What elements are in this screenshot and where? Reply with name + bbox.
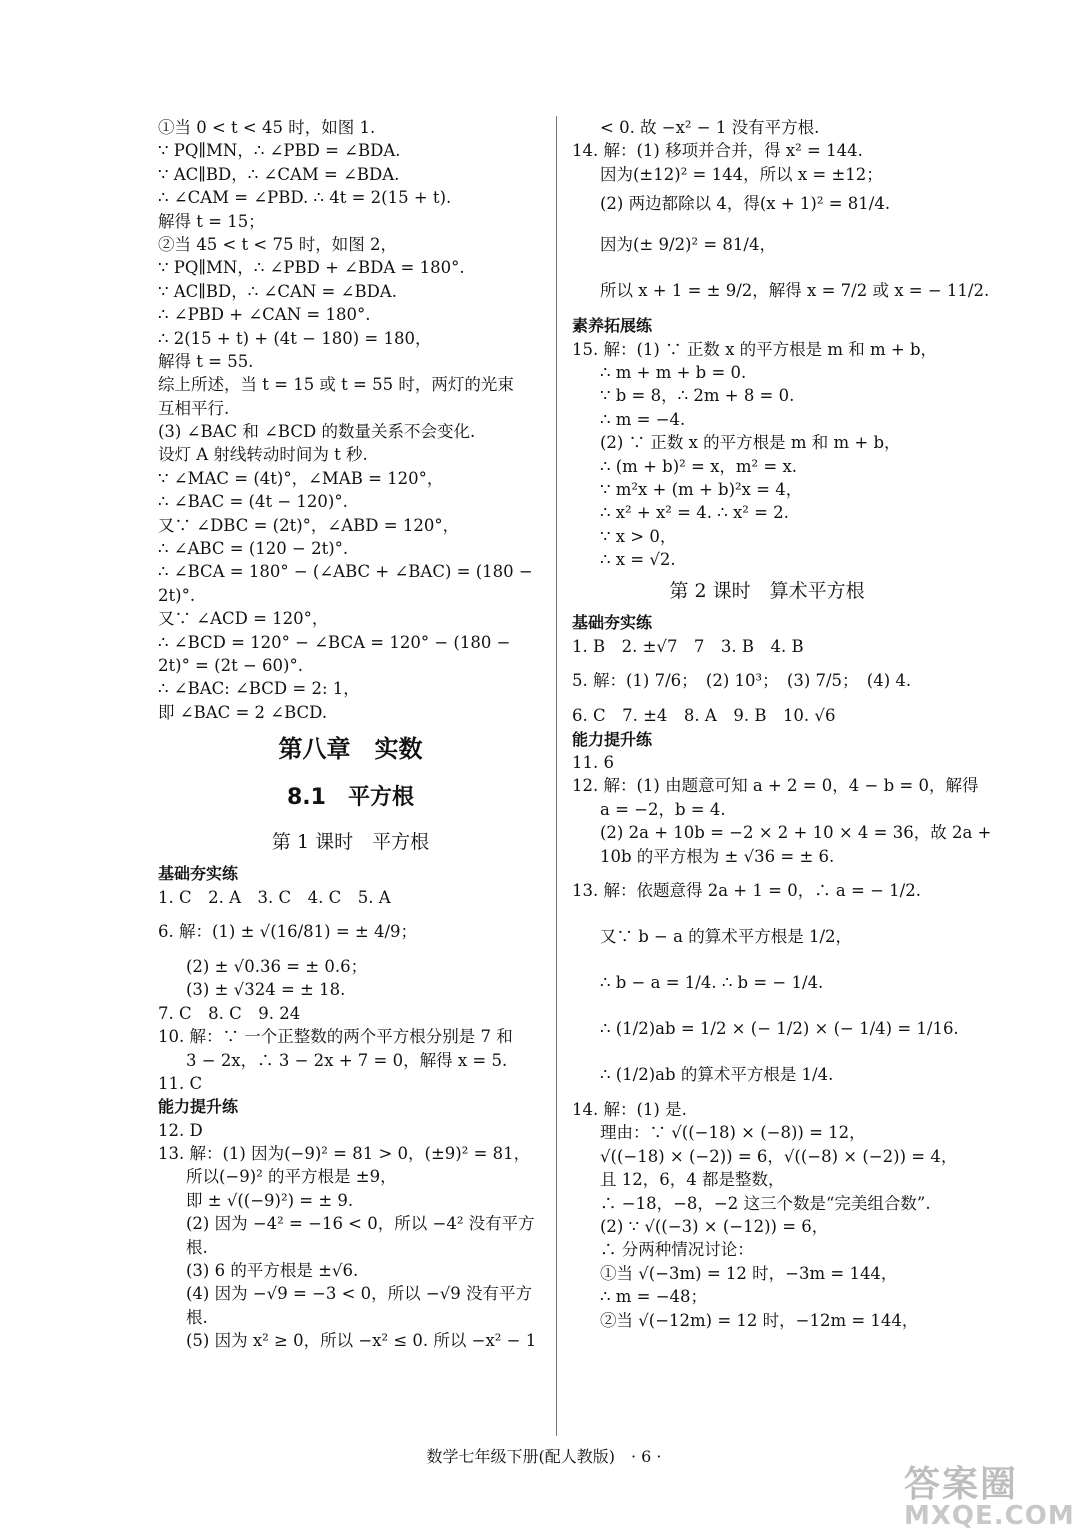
text-line: (2) 因为 −4² = −16 < 0，所以 −4² 没有平方 <box>186 1214 535 1234</box>
text-line: ∴ ∠ABC = (120 − 2t)°. <box>158 539 349 559</box>
text-line: ∵ b = 8，∴ 2m + 8 = 0. <box>600 386 795 406</box>
text-line: 5. 解：(1) 7/6； (2) 10³； (3) 7/5； (4) 4. <box>572 671 912 691</box>
text-line: 10b 的平方根为 ± √36 = ± 6. <box>600 846 835 866</box>
section-heading: 能力提升练 <box>158 1097 239 1117</box>
text-line: a = −2，b = 4. <box>600 799 726 819</box>
text-line: ∵ ∠MAC = (4t)°，∠MAB = 120°， <box>158 468 444 488</box>
text-line: (2) 两边都除以 4，得(x + 1)² = 81/4. <box>600 194 891 214</box>
text-line: ∴ 2(15 + t) + (4t − 180) = 180， <box>158 328 432 348</box>
text-line: 根. <box>186 1307 208 1327</box>
text-line: ②当 √(−12m) = 12 时，−12m = 144， <box>600 1310 919 1330</box>
text-line: 又∵ ∠DBC = (2t)°，∠ABD = 120°， <box>158 515 460 535</box>
text-line: ∴ x² + x² = 4. ∴ x² = 2. <box>600 503 789 523</box>
text-line: ∴ (1/2)ab = 1/2 × (− 1/2) × (− 1/4) = 1/16. <box>600 1018 959 1038</box>
text-line: 解得 t = 15； <box>158 211 265 231</box>
right-column <box>572 116 992 1332</box>
text-line: 又∵ b − a 的算术平方根是 1/2， <box>600 926 853 946</box>
text-line: 综上所述，当 t = 15 或 t = 55 时，两灯的光束 <box>158 375 514 395</box>
text-line: 即 ∠BAC = 2 ∠BCD. <box>158 702 328 722</box>
text-line: 3 − 2x，∴ 3 − 2x + 7 = 0，解得 x = 5. <box>186 1050 508 1070</box>
watermark-logo <box>904 1456 1075 1531</box>
text-line: (3) ± √324 = ± 18. <box>186 980 346 1000</box>
text-line: ∵ AC∥BD，∴ ∠CAN = ∠BDA. <box>158 281 397 301</box>
text-line: 解得 t = 55. <box>158 351 254 371</box>
text-line: 因为(±12)² = 144，所以 x = ±12； <box>600 164 883 184</box>
text-line: (3) 6 的平方根是 ±√6. <box>186 1261 359 1281</box>
text-line: ∴ m = −4. <box>600 409 686 429</box>
text-line: ∴ m + m + b = 0. <box>600 362 747 382</box>
page-footer: 数学七年级下册(配人教版) · 6 · <box>426 1447 662 1466</box>
text-line: 7. C 8. C 9. 24 <box>158 1003 301 1023</box>
text-line: 所以 x + 1 = ± 9/2，解得 x = 7/2 或 x = − 11/2. <box>600 281 990 301</box>
text-line: 11. 6 <box>572 753 614 773</box>
text-line: 11. C <box>158 1073 203 1093</box>
watermark-bottom-text: MXQE.COM <box>904 1501 1075 1531</box>
text-line: 互相平行. <box>158 398 230 418</box>
text-line: < 0. 故 −x² − 1 没有平方根. <box>600 118 820 137</box>
section-heading: 基础夯实练 <box>158 864 239 884</box>
text-line: ①当 0 < t < 45 时，如图 1. <box>158 118 376 137</box>
section-heading: 基础夯实练 <box>572 613 653 633</box>
text-line: √((−18) × (−2)) = 6，√((−8) × (−2)) = 4， <box>600 1146 958 1166</box>
text-line: 6. 解：(1) ± √(16/81) = ± 4/9； <box>158 921 418 941</box>
text-line: ∴ m = −48； <box>600 1287 708 1307</box>
lesson-title: 第 2 课时 算术平方根 <box>669 580 865 603</box>
section-heading: 素养拓展练 <box>572 316 653 336</box>
text-line: ∵ AC∥BD，∴ ∠CAM = ∠BDA. <box>158 164 400 184</box>
text-line: ∴ ∠BAC = (4t − 120)°. <box>158 492 348 512</box>
text-line: 2t)°. <box>158 585 196 605</box>
text-line: 6. C 7. ±4 8. A 9. B 10. √6 <box>572 706 836 726</box>
text-line: 14. 解：(1) 移项并合并，得 x² = 144. <box>572 141 863 161</box>
text-line: 1. B 2. ±√7 7 3. B 4. B <box>572 636 804 656</box>
text-line: 15. 解：(1) ∵ 正数 x 的平方根是 m 和 m + b， <box>572 339 938 359</box>
text-line: ∴ 分两种情况讨论： <box>600 1240 754 1260</box>
text-line: ∴ ∠BCA = 180° − (∠ABC + ∠BAC) = (180 − <box>158 562 533 582</box>
text-line: 设灯 A 射线转动时间为 t 秒. <box>158 445 368 465</box>
text-line: ∵ x > 0， <box>600 526 677 546</box>
text-line: ∴ −18，−8，−2 这三个数是“完美组合数”. <box>600 1193 931 1213</box>
text-line: 又∵ ∠ACD = 120°， <box>158 609 329 629</box>
text-line: 10. 解：∵ 一个正整数的两个平方根分别是 7 和 <box>158 1027 513 1047</box>
text-line: 12. 解：(1) 由题意可知 a + 2 = 0，4 − b = 0，解得 <box>572 776 979 796</box>
text-line: (2) ± √0.36 = ± 0.6； <box>186 956 368 976</box>
chapter-title: 第八章 实数 <box>278 735 423 764</box>
watermark-top-text: 答案圈 <box>904 1464 1019 1505</box>
text-line: ∴ b − a = 1/4. ∴ b = − 1/4. <box>600 972 824 992</box>
text-line: 且 12，6，4 都是整数， <box>600 1170 785 1190</box>
text-line: ①当 √(−3m) = 12 时，−3m = 144， <box>600 1263 898 1283</box>
text-line: ∴ (1/2)ab 的算术平方根是 1/4. <box>600 1064 834 1084</box>
text-line: ∴ ∠BCD = 120° − ∠BCA = 120° − (180 − <box>158 632 511 652</box>
section-heading: 能力提升练 <box>572 729 653 749</box>
text-line: ∴ (m + b)² = x，m² = x. <box>600 456 798 476</box>
text-line: 所以(−9)² 的平方根是 ±9， <box>186 1167 397 1187</box>
text-line: ∵ PQ∥MN，∴ ∠PBD + ∠BDA = 180°. <box>158 258 465 278</box>
text-line: 14. 解：(1) 是. <box>572 1099 687 1119</box>
text-line: 12. D <box>158 1120 203 1140</box>
text-line: ②当 45 < t < 75 时，如图 2， <box>158 234 397 254</box>
text-line: 1. C 2. A 3. C 4. C 5. A <box>158 887 391 907</box>
section-title: 8.1 平方根 <box>287 785 414 811</box>
text-line: 根. <box>186 1237 208 1257</box>
text-line: (2) ∵ √((−3) × (−12)) = 6， <box>600 1216 829 1236</box>
text-line: ∵ m²x + (m + b)²x = 4， <box>600 479 803 499</box>
text-line: ∴ ∠PBD + ∠CAN = 180°. <box>158 305 371 325</box>
column-divider <box>556 116 557 1436</box>
text-line: 理由：∵ √((−18) × (−8)) = 12， <box>600 1123 866 1143</box>
text-line: ∴ ∠BAC: ∠BCD = 2: 1， <box>158 679 360 699</box>
text-line: ∴ x = √2. <box>600 550 676 570</box>
text-line: (5) 因为 x² ≥ 0，所以 −x² ≤ 0. 所以 −x² − 1 <box>186 1331 537 1351</box>
text-line: (2) 2a + 10b = −2 × 2 + 10 × 4 = 36，故 2a + <box>600 823 992 843</box>
left-column <box>158 116 543 1353</box>
text-line: (2) ∵ 正数 x 的平方根是 m 和 m + b， <box>600 433 901 453</box>
text-line: 13. 解：依题意得 2a + 1 = 0，∴ a = − 1/2. <box>572 880 921 900</box>
text-line: (3) ∠BAC 和 ∠BCD 的数量关系不会变化. <box>158 422 476 442</box>
text-line: 13. 解：(1) 因为(−9)² = 81 > 0，(±9)² = 81， <box>158 1144 531 1164</box>
lesson-title: 第 1 课时 平方根 <box>271 831 430 854</box>
text-line: 即 ± √((−9)²) = ± 9. <box>186 1190 354 1210</box>
text-line: (4) 因为 −√9 = −3 < 0，所以 −√9 没有平方 <box>186 1284 532 1304</box>
text-line: ∵ PQ∥MN，∴ ∠PBD = ∠BDA. <box>158 141 401 161</box>
text-line: 2t)° = (2t − 60)°. <box>158 655 303 675</box>
text-line: 因为(± 9/2)² = 81/4， <box>600 235 776 255</box>
text-line: ∴ ∠CAM = ∠PBD. ∴ 4t = 2(15 + t). <box>158 188 452 208</box>
